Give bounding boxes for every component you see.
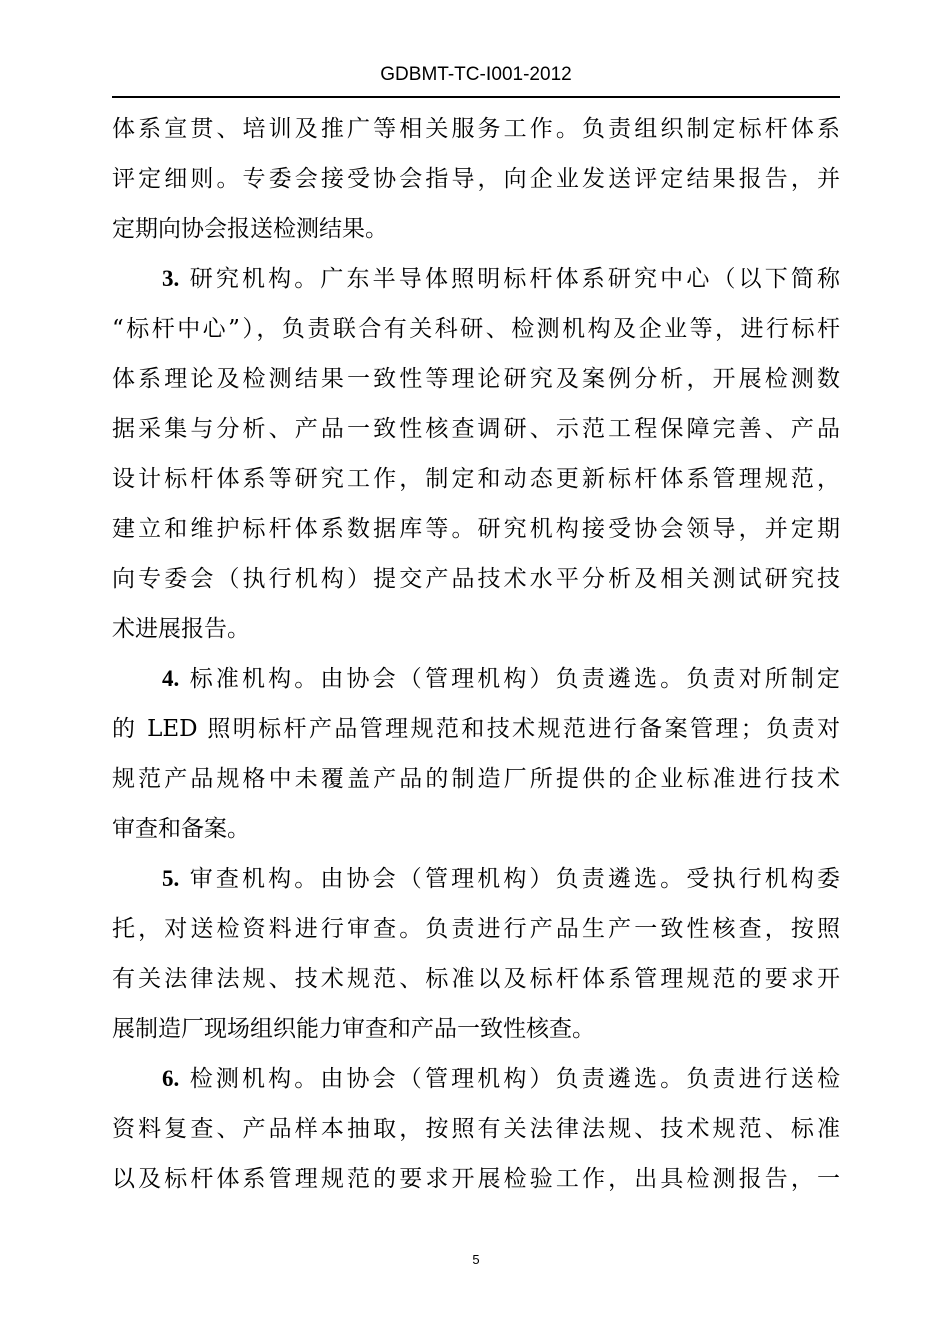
paragraph-line: 定期向协会报送检测结果。	[112, 216, 388, 242]
paragraph-line-text: 标准机构。由协会（管理机构）负责遴选。负责对所制定	[189, 666, 840, 692]
item-number: 5.	[162, 866, 180, 891]
paragraph-line: 评定细则。专委会接受协会指导，向企业发送评定结果报告，并	[112, 166, 840, 192]
paragraph-line: 有关法律法规、技术规范、标准以及标杆体系管理规范的要求开	[112, 966, 840, 992]
paragraph-line: “标杆中心”），负责联合有关科研、检测机构及企业等，进行标杆	[112, 316, 840, 342]
paragraph-line: 的 LED 照明标杆产品管理规范和技术规范进行备案管理；负责对	[112, 716, 840, 742]
paragraph-line: 体系理论及检测结果一致性等理论研究及案例分析，开展检测数	[112, 366, 840, 392]
paragraph-line: 向专委会（执行机构）提交产品技术水平分析及相关测试研究技	[112, 566, 840, 592]
paragraph-first-line	[112, 1054, 840, 1104]
item-number: 3.	[162, 266, 180, 291]
paragraph-line: 体系宣贯、培训及推广等相关服务工作。负责组织制定标杆体系	[112, 116, 840, 142]
paragraph-line: 规范产品规格中未覆盖产品的制造厂所提供的企业标准进行技术	[112, 766, 840, 792]
paragraph-first-line	[112, 254, 840, 304]
paragraph-line-text: 研究机构。广东半导体照明标杆体系研究中心（以下简称	[189, 266, 840, 292]
paragraph-line: 托，对送检资料进行审查。负责进行产品生产一致性核查，按照	[112, 916, 840, 942]
document-body	[112, 104, 840, 1204]
paragraph-line: 资料复查、产品样本抽取，按照有关法律法规、技术规范、标准	[112, 1116, 840, 1142]
header-rule	[112, 96, 840, 98]
item-number: 4.	[162, 666, 180, 691]
paragraph-first-line	[112, 654, 840, 704]
paragraph-line: 术进展报告。	[112, 616, 250, 642]
paragraph-line: 建立和维护标杆体系数据库等。研究机构接受协会领导，并定期	[112, 516, 840, 542]
paragraph-line: 审查和备案。	[112, 816, 250, 842]
document-code-header: GDBMT-TC-Ⅰ001-2012	[380, 64, 572, 85]
item-number: 6.	[162, 1066, 180, 1091]
paragraph-line: 设计标杆体系等研究工作，制定和动态更新标杆体系管理规范，	[112, 466, 840, 492]
page-number: 5	[472, 1252, 480, 1267]
paragraph-line: 以及标杆体系管理规范的要求开展检验工作，出具检测报告，一	[112, 1166, 840, 1192]
paragraph-line: 据采集与分析、产品一致性核查调研、示范工程保障完善、产品	[112, 416, 840, 442]
paragraph-line-text: 审查机构。由协会（管理机构）负责遴选。受执行机构委	[189, 866, 840, 892]
paragraph-first-line	[112, 854, 840, 904]
paragraph-line: 展制造厂现场组织能力审查和产品一致性核查。	[112, 1016, 595, 1042]
paragraph-line-text: 检测机构。由协会（管理机构）负责遴选。负责进行送检	[189, 1066, 840, 1092]
